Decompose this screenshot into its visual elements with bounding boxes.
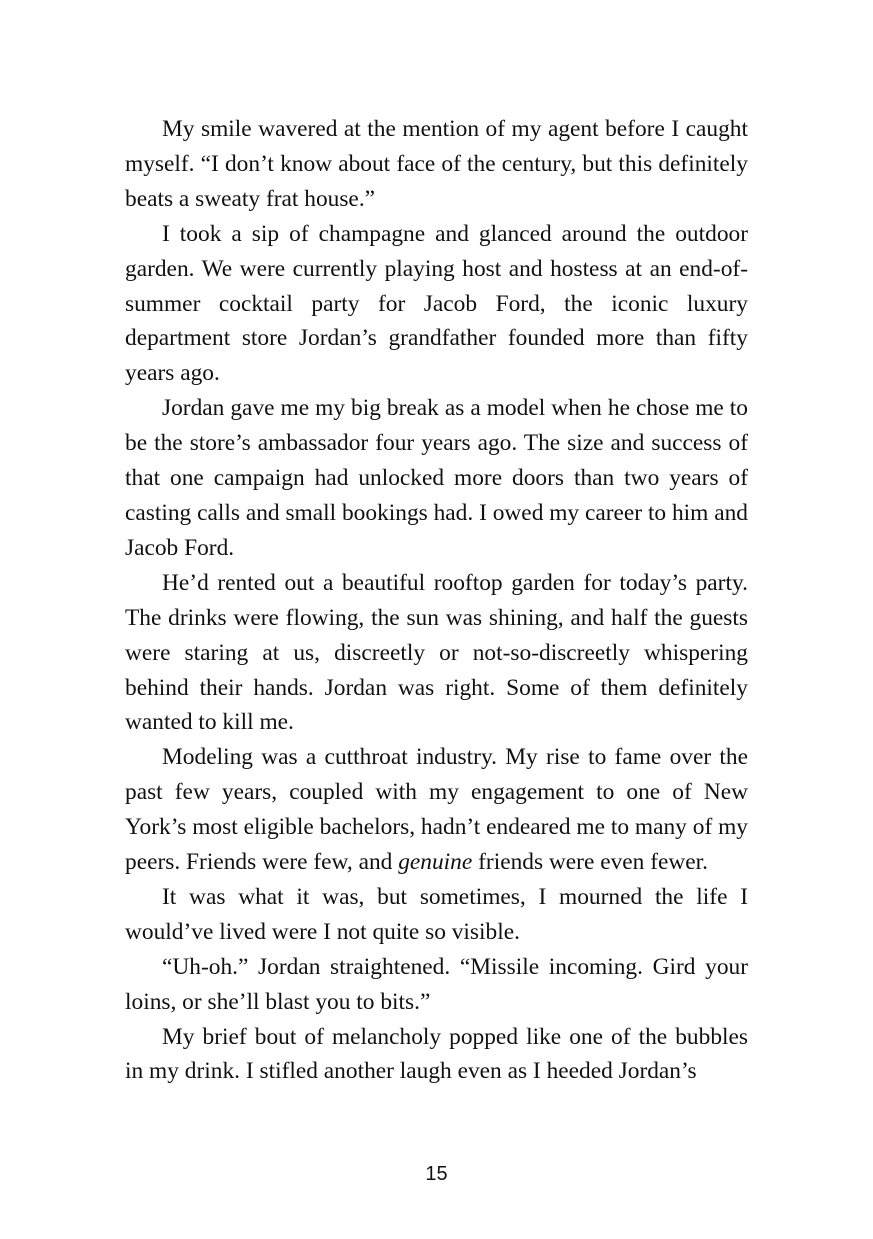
paragraph-3: Jordan gave me my big break as a model when he chose me to be the store’s ambassador four years ago. The size and success of that one campaign had unlocked more doors than two years of casting calls and small bookings had. I owed my career to him and Jacob Ford. [125, 395, 748, 561]
paragraph-1: My smile wavered at the mention of my agent before I caught myself. “I don’t know about face of the century, but this definitely beats a sweaty frat house.” [125, 116, 748, 212]
paragraph-8: My brief bout of melancholy popped like one of the bubbles in my drink. I stifled another laugh even as I heeded Jordan’s [125, 1023, 748, 1085]
page-number: 15 [425, 1163, 448, 1185]
paragraph-2: I took a sip of champagne and glanced around the outdoor garden. We were currently playing host and hostess at an end-of-summer cocktail party for Jacob Ford, the iconic luxury department store Jordan’s grandfather founded more than fifty years ago. [125, 220, 748, 387]
paragraph-4: He’d rented out a beautiful rooftop garden for today’s party. The drinks were flowing, the sun was shining, and half the guests were staring at us, discreetly or not-so-discreetly whispering behind their hands. Jordan was right. Some of them definitely wanted to kill me. [125, 569, 748, 736]
paragraph-6: It was what it was, but sometimes, I mourned the life I would’ve lived were I not quite so visible. [125, 883, 748, 945]
paragraph-5 [125, 740, 748, 880]
paragraph-5-emphasis: genuine [398, 849, 473, 876]
body-text [125, 112, 748, 1089]
paragraph-5-after: friends were even fewer. [472, 849, 708, 876]
paragraph-7: “Uh-oh.” Jordan straightened. “Missile incoming. Gird your loins, or she’ll blast you to bits.” [125, 953, 748, 1015]
paragraph-5-before: Modeling was a cutthroat industry. My rise to fame over the past few years, coupled with my engagement to one of New York’s most eligible bachelors, hadn’t endeared me to many of my peers. Friends were few, and [125, 744, 748, 876]
